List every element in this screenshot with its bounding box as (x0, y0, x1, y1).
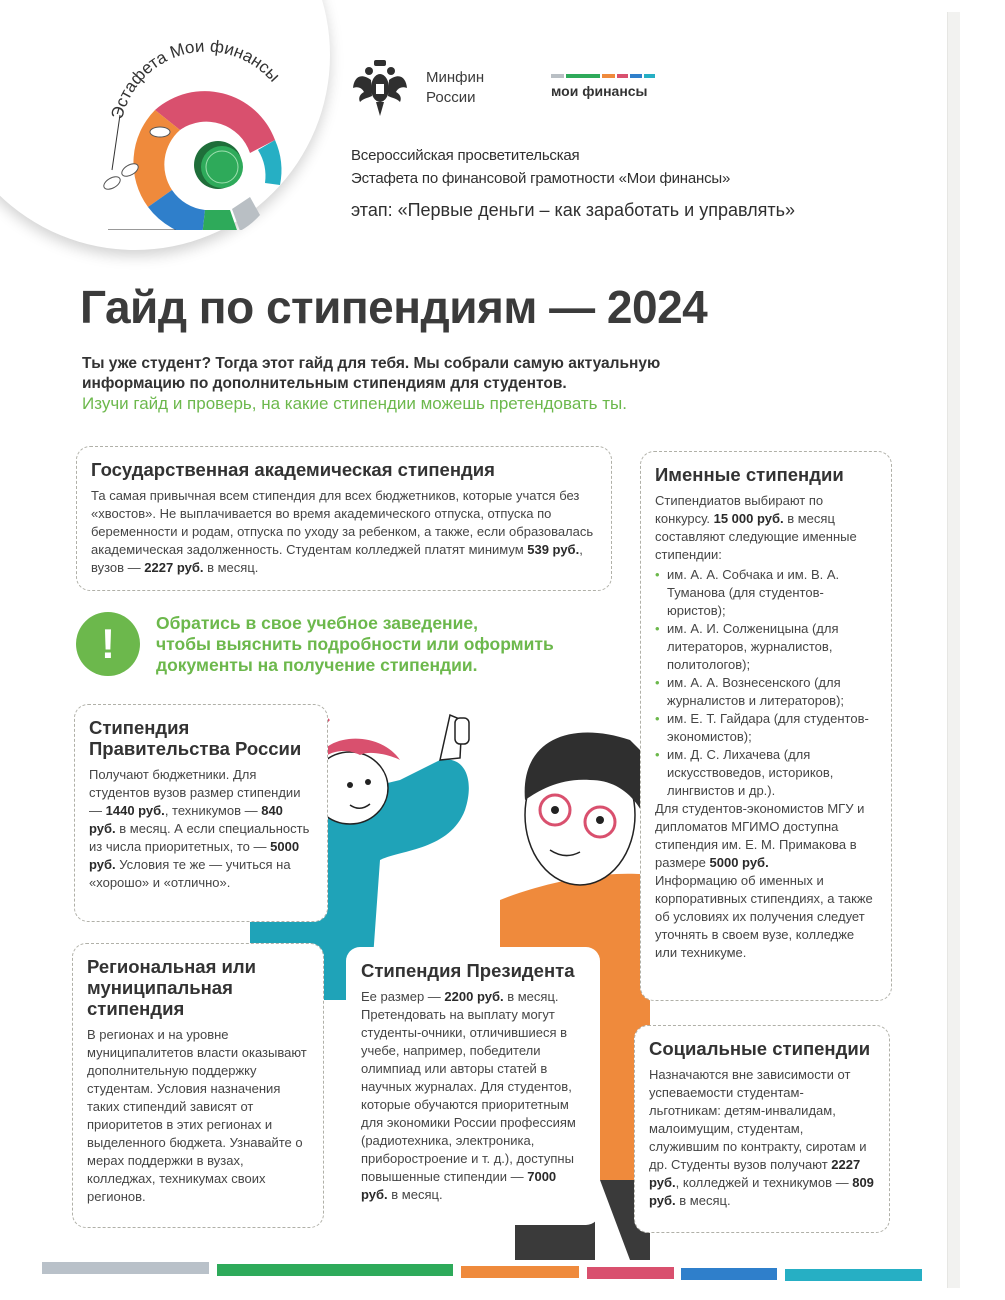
list-item: • им. Д. С. Лихачева (для искусствоведов, историков, лингвистов и др.). (655, 746, 877, 800)
card-text: Ее размер — 2200 руб. в месяц. Претендовать на выплату могут студенты-очники, отличившиеся в учебе, например, победители олимпиад или авторы статей в научных журналах. Для студентов, которые обучаются приоритетным для экономики России профессиям (радиотехника, электроника, приборостроение и т. д.), доступны повышенные стипендии — 7000 руб. в месяц. (361, 989, 576, 1202)
event-description (351, 144, 730, 190)
double-headed-eagle-icon (350, 58, 410, 118)
list-item: • им. Е. Т. Гайдара (для студентов-экономистов); (655, 710, 877, 746)
ministry-name-line1: Минфин (426, 69, 485, 86)
logo-arc-text: Эстафета Мои финансы (107, 36, 284, 122)
stripe-blue (681, 1268, 777, 1280)
card-text: Назначаются вне зависимости от успеваемости студентам-льготникам: детям-инвалидам, малоимущим, студентам, служившим по контракту, сиротам и др. Студенты вузов получают 2227 руб., колледжей и техникумов — 809 руб. в месяц. (649, 1067, 874, 1208)
relay-logo-icon (60, 20, 300, 230)
stripe-orange (461, 1266, 579, 1278)
card-title: Именные стипендии (655, 464, 844, 485)
footer-color-stripes (0, 1262, 1005, 1282)
card-academic-scholarship (76, 446, 612, 591)
card-text: Та самая привычная всем стипендия для всех бюджетников, которые учатся без «хвостов». Не выплачивается во время академического отпуска, отпуска по беременности и родам, отпуска по уходу за ребенком, а также, если образовалась академическая задолженность. Студентам колледжей платят минимум 539 руб., вузов — 2227 руб. в месяц. (91, 488, 594, 575)
page-title: Гайд по стипендиям — 2024 (80, 281, 708, 333)
card-named-scholarships (640, 451, 892, 1001)
stage-title: этап: «Первые деньги – как заработать и управлять» (351, 200, 796, 220)
amount-primakov: 5000 руб. (709, 855, 769, 870)
card-intro: Стипендиатов выбирают по конкурсу. 15 000 руб. в месяц составляют следующие именные стипендии: (655, 493, 857, 562)
stripe-green (217, 1264, 453, 1276)
ministry-name-line2: России (426, 89, 476, 106)
list-item: • им. А. А. Вознесенского (для журналистов и литераторов); (655, 674, 877, 710)
card-president-scholarship (346, 947, 600, 1225)
card-text: В регионах и на уровне муниципалитетов власти оказывают дополнительную поддержку студентам. Условия назначения таких стипендий зависят от приоритетов в этих регионах и выделенного бюджета. Узнавайте о мерах поддержки в вузах, колледжах, техникумах своих регионов. (87, 1027, 307, 1204)
notice (76, 612, 576, 676)
page-edge (947, 12, 960, 1288)
amount-named: 15 000 руб. (713, 511, 784, 526)
notice-text: Обратись в свое учебное заведение, чтобы выяснить подробности или оформить документы на получение стипендии. (156, 612, 554, 675)
list-item: • им. А. И. Солженицына (для литераторов, журналистов, политологов); (655, 620, 877, 674)
card-government-scholarship (74, 704, 328, 922)
intro (82, 354, 660, 414)
card-title: Стипендия Президента (361, 960, 575, 981)
event-line-2: Эстафета по финансовой грамотности «Мои финансы» (351, 170, 731, 187)
intro-call-to-action: Изучи гайд и проверь, на какие стипендии можешь претендовать ты. (82, 394, 627, 413)
card-title: Государственная академическая стипендия (91, 459, 495, 480)
card-title: Региональная или муниципальная стипендия (87, 956, 257, 1019)
ministry-logo (350, 58, 484, 118)
card-outro: Информацию об именных и корпоративных стипендиях, а также об условиях их получения следует уточнять в своем вузе, колледже или техникуме. (655, 873, 873, 960)
card-social-scholarship (634, 1025, 890, 1233)
amount-college: 539 руб. (527, 542, 580, 557)
card-title: Социальные стипендии (649, 1038, 871, 1059)
brand-color-bar (551, 74, 655, 78)
card-text: Получают бюджетники. Для студентов вузов размер стипендии — 1440 руб., техникумов — 840 руб. в месяц. А если специальность из числа приоритетных, то — 5000 руб. Условия те же — учиться на «хорошо» и «отлично». (89, 767, 310, 890)
stripe-pink (587, 1267, 674, 1279)
primakov-text: Для студентов-экономистов МГУ и дипломатов МГИМО доступна стипендия им. Е. М. Примакова в размере 5000 руб. (655, 801, 865, 870)
card-title: Стипендия Правительства России (89, 717, 302, 759)
brand-name: мои финансы (551, 83, 648, 99)
list-item: • им. А. А. Собчака и им. В. А. Туманова (для студентов-юристов); (655, 566, 877, 620)
stripe-gray (42, 1262, 209, 1274)
intro-line-2: информацию по дополнительным стипендиям для студентов. (82, 375, 567, 392)
stripe-cyan (785, 1269, 922, 1281)
intro-line-1: Ты уже студент? Тогда этот гайд для тебя. Мы собрали самую актуальную (82, 355, 661, 372)
named-scholarship-list (655, 566, 877, 800)
event-line-1: Всероссийская просветительская (351, 147, 580, 164)
card-regional-scholarship (72, 943, 324, 1228)
exclamation-icon: ! (76, 612, 140, 676)
moi-finansy-logo (551, 74, 655, 99)
amount-university: 2227 руб. (144, 560, 204, 575)
